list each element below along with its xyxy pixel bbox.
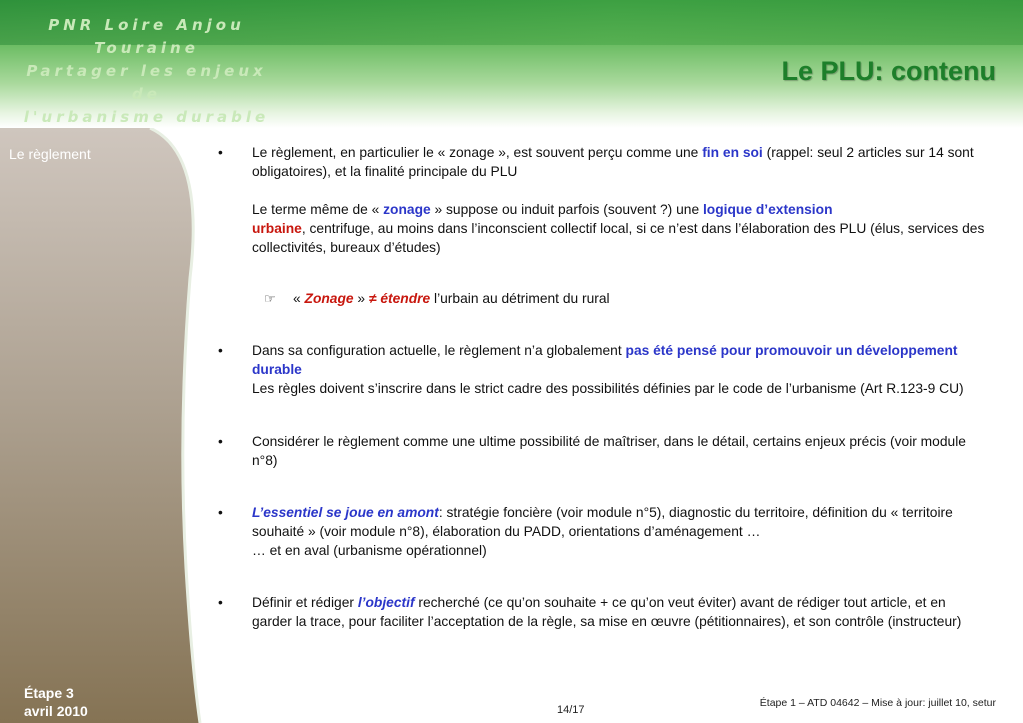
section-label: Le règlement <box>9 146 91 162</box>
step-line-2: avril 2010 <box>24 703 88 719</box>
text: Le terme même de « <box>252 202 384 217</box>
text: » suppose ou induit parfois (souvent ?) une <box>430 202 703 217</box>
page-number: 14/17 <box>557 704 585 716</box>
paragraph <box>252 143 988 181</box>
brand-line-2: Partager les enjeux de <box>26 62 267 103</box>
paragraph: Considérer le règlement comme une ultime possibilité de maîtriser, dans le détail, certains enjeux précis (voir module n°8) <box>252 434 966 468</box>
highlight: fin en soi <box>702 145 763 160</box>
bullet-reglement-zonage <box>218 143 988 257</box>
text: « <box>293 291 305 306</box>
text: Définir et rédiger <box>252 595 358 610</box>
highlight: zonage <box>383 202 431 217</box>
highlight: pas été pensé pour promouvoir un développement durable <box>252 343 958 377</box>
sidebar-panel <box>0 128 205 723</box>
text: l’urbain au détriment du rural <box>430 291 610 306</box>
text: , centrifuge, au moins dans l’inconscient collectif local, si ce n’est dans l’élaboration des PLU (élus, services des collectivités, bureaux d’études) <box>252 221 985 255</box>
paragraph: … et en aval (urbanisme opérationnel) <box>252 543 487 558</box>
text: recherché (ce qu’on souhaite + ce qu’on veut éviter) avant de rédiger tout article, et en garder la trace, pour faciliter l’acceptation de la règle, sa mise en œuvre (pétitionnaires), et son contrôle (instructeur) <box>252 595 962 629</box>
text: : stratégie foncière (voir module n°5), diagnostic du territoire, définition du « territoire souhaité » (voir module n°8), élaboration du PADD, orientations d’aménagement … <box>252 505 953 539</box>
highlight-red: urbaine <box>252 221 302 236</box>
bullet-developpement-durable <box>218 341 988 398</box>
bullet-marker: • <box>218 505 223 520</box>
text: » <box>353 291 369 306</box>
bullet-essentiel-amont <box>218 503 988 560</box>
header-banner <box>0 0 1023 128</box>
sub-point-zonage <box>218 289 988 308</box>
paragraph <box>252 503 988 541</box>
sidebar-shape <box>0 128 205 723</box>
text: Le règlement, en particulier le « zonage », est souvent perçu comme une <box>252 145 703 160</box>
paragraph: Les règles doivent s’inscrire dans le strict cadre des possibilités définies par le code de l’urbanisme (Art R.123-9 CU) <box>252 381 964 396</box>
bullet-ultime-possibilite <box>218 432 988 470</box>
text: (rappel: seul 2 articles sur 14 sont obligatoires), et la finalité principale du PLU <box>252 145 974 179</box>
bullet-marker: • <box>218 595 223 610</box>
paragraph <box>252 341 988 379</box>
highlight: l’objectif <box>357 595 415 610</box>
paragraph <box>252 593 988 631</box>
brand-line-1: PNR Loire Anjou Touraine <box>48 16 245 57</box>
slide-title: Le PLU: contenu <box>781 56 996 86</box>
footer-note: Étape 1 – ATD 04642 – Mise à jour: juillet 10, setur <box>759 697 996 709</box>
highlight-red: ≠ étendre <box>368 291 431 306</box>
pointing-hand-icon: ☞ <box>264 291 276 306</box>
bullet-objectif <box>218 593 988 631</box>
brand-title <box>14 14 279 129</box>
text: Dans sa configuration actuelle, le règlement n’a globalement <box>252 343 626 358</box>
paragraph <box>252 200 988 257</box>
brand-line-3: l'urbanisme durable <box>23 108 270 126</box>
step-line-1: Étape 3 <box>24 685 74 701</box>
highlight-red: Zonage <box>304 291 354 306</box>
highlight: logique d’extension <box>702 202 833 217</box>
slide-content <box>218 143 988 631</box>
highlight: L’essentiel se joue en amont <box>252 505 439 520</box>
bullet-marker: • <box>218 343 223 358</box>
step-label <box>24 684 88 720</box>
bullet-marker: • <box>218 145 223 160</box>
bullet-marker: • <box>218 434 223 449</box>
